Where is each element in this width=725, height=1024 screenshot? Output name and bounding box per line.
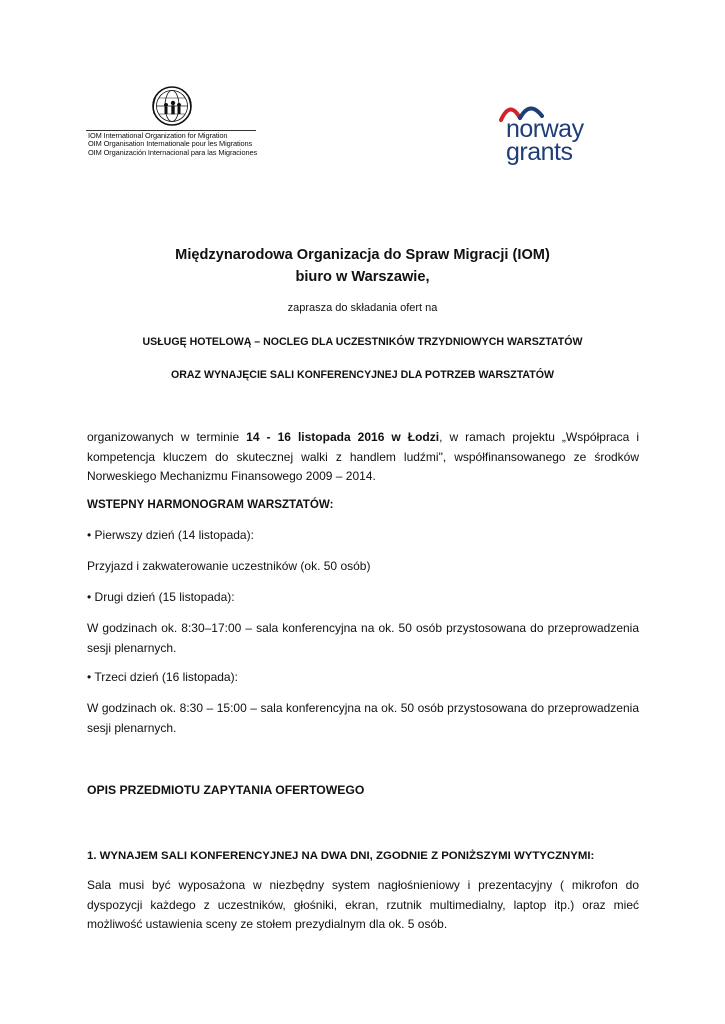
subject-line-2: ORAZ WYNAJĘCIE SALI KONFERENCYJNEJ DLA POTRZEB WARSZTATÓW [171,369,554,381]
norway-grants-word-2: grants [506,138,573,166]
day1-label: • Pierwszy dzień (14 listopada): [87,528,254,542]
norway-grants-logo [506,115,584,166]
invites-text: zaprasza do składania ofert na [287,302,438,314]
iom-emblem-icon [150,84,194,128]
day3-label: • Trzeci dzień (16 listopada): [87,670,238,684]
title-line-2: biuro w Warszawie, [295,269,430,285]
norway-grants-word-1: norway [506,115,584,143]
intro-dates: 14 - 16 listopada 2016 w Łodzi [246,430,440,444]
item1-text: Sala musi być wyposażona w niezbędny system nagłośnieniowy i prezentacyjny ( mikrofon do dyspozycji każdego z uczestników, głośniki, ekran, rzutnik multimedialny, laptop itp.) oraz mieć możliwość ustawienia sceny ze stołem prezydialnym dla ok. 5 osób. [87,878,639,931]
title-line-1: Międzynarodowa Organizacja do Spraw Migracji (IOM) [175,247,550,263]
iom-name-lines [88,132,257,157]
iom-name-fr: OIM Organisation Internationale pour les Migrations [88,139,253,149]
day2-label: • Drugi dzień (15 listopada): [87,590,235,604]
day3-text: W godzinach ok. 8:30 – 15:00 – sala konferencyjna na ok. 50 osób przystosowana do przeprowadzenia sesji plenarnych. [87,701,639,735]
day2-text: W godzinach ok. 8:30–17:00 – sala konferencyjna na ok. 50 osób przystosowana do przeprowadzenia sesji plenarnych. [87,621,639,655]
intro-text-1: organizowanych w terminie [87,430,247,444]
schedule-heading: WSTEPNY HARMONOGRAM WARSZTATÓW: [87,498,334,511]
description-heading: OPIS PRZEDMIOTU ZAPYTANIA OFERTOWEGO [87,783,365,797]
iom-name-es: OIM Organización Internacional para las Migraciones [88,147,258,157]
intro-paragraph [87,428,639,487]
item1-heading: 1. WYNAJEM SALI KONFERENCYJNEJ NA DWA DNI, ZGODNIE Z PONIŻSZYMI WYTYCZNYMI: [87,850,595,862]
day1-text: Przyjazd i zakwaterowanie uczestników (ok. 50 osób) [87,559,371,573]
intro-text-2: , w ramach projektu „Współpraca i kompetencja kluczem do skutecznej walki z handlem ludźmi", współfinansowanego ze środków Norweskiego Mechanizmu Finansowego 2009 – 2014. [87,430,639,483]
subject-line-1: USŁUGĘ HOTELOWĄ – NOCLEG DLA UCZESTNIKÓW TRZYDNIOWYCH WARSZTATÓW [142,336,583,348]
iom-name-en: IOM International Organization for Migration [88,131,228,140]
document-title [0,244,725,288]
